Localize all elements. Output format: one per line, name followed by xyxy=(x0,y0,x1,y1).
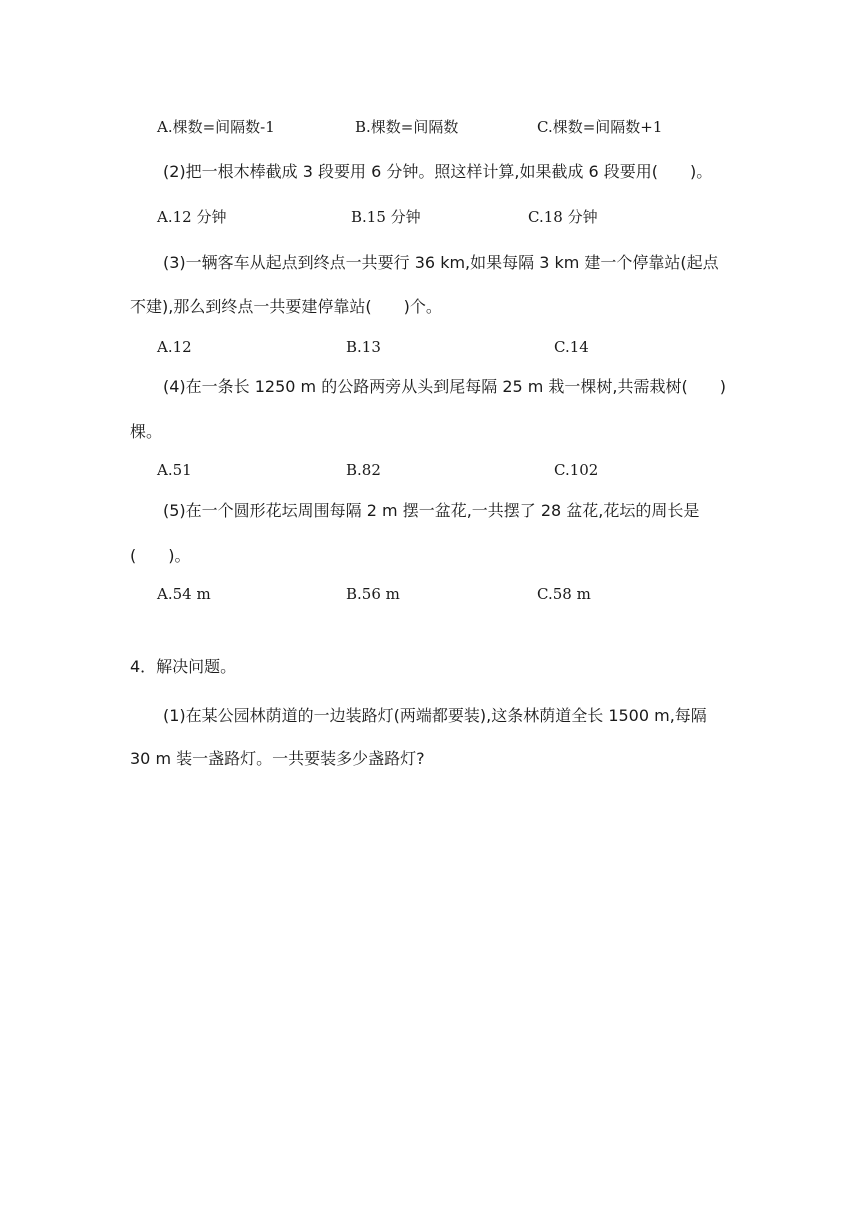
q4-question-line1: (4)在一条长 1250 m 的公路两旁从头到尾每隔 25 m 栽一棵树,共需栽树( ) xyxy=(163,377,727,396)
section-4-problem-1-line2: 30 m 装一盏路灯。一共要装多少盏路灯? xyxy=(130,749,425,768)
section-4-heading: 4．解决问题。 xyxy=(130,657,237,676)
q5-question-line1: (5)在一个圆形花坛周围每隔 2 m 摆一盆花,一共摆了 28 盆花,花坛的周长是 xyxy=(163,501,700,520)
q3-option-b: B.13 xyxy=(346,338,381,356)
section-4-problem-1-line1: (1)在某公园林荫道的一边装路灯(两端都要装),这条林荫道全长 1500 m,每隔 xyxy=(163,706,707,725)
q2-question: (2)把一根木棒截成 3 段要用 6 分钟。照这样计算,如果截成 6 段要用( )。 xyxy=(163,162,713,181)
q2-option-b: B.15 分钟 xyxy=(351,208,421,226)
q4-option-b: B.82 xyxy=(346,461,381,479)
q3-option-c: C.14 xyxy=(554,338,589,356)
q3-question-line1: (3)一辆客车从起点到终点一共要行 36 km,如果每隔 3 km 建一个停靠站(起点 xyxy=(163,253,719,272)
q5-option-a: A.54 m xyxy=(157,585,211,603)
q5-question-line2: ( )。 xyxy=(130,546,191,565)
q5-option-b: B.56 m xyxy=(346,585,400,603)
q2-option-c: C.18 分钟 xyxy=(528,208,598,226)
q1-option-b: B.棵数=间隔数 xyxy=(355,118,459,136)
q1-option-a: A.棵数=间隔数-1 xyxy=(157,118,275,136)
q2-option-a: A.12 分钟 xyxy=(157,208,227,226)
q4-option-c: C.102 xyxy=(554,461,599,479)
q5-option-c: C.58 m xyxy=(537,585,591,603)
q3-question-line2: 不建),那么到终点一共要建停靠站( )个。 xyxy=(130,297,442,316)
q4-option-a: A.51 xyxy=(157,461,192,479)
q3-option-a: A.12 xyxy=(157,338,192,356)
q1-option-c: C.棵数=间隔数+1 xyxy=(537,118,663,136)
q4-question-line2: 棵。 xyxy=(130,422,163,441)
